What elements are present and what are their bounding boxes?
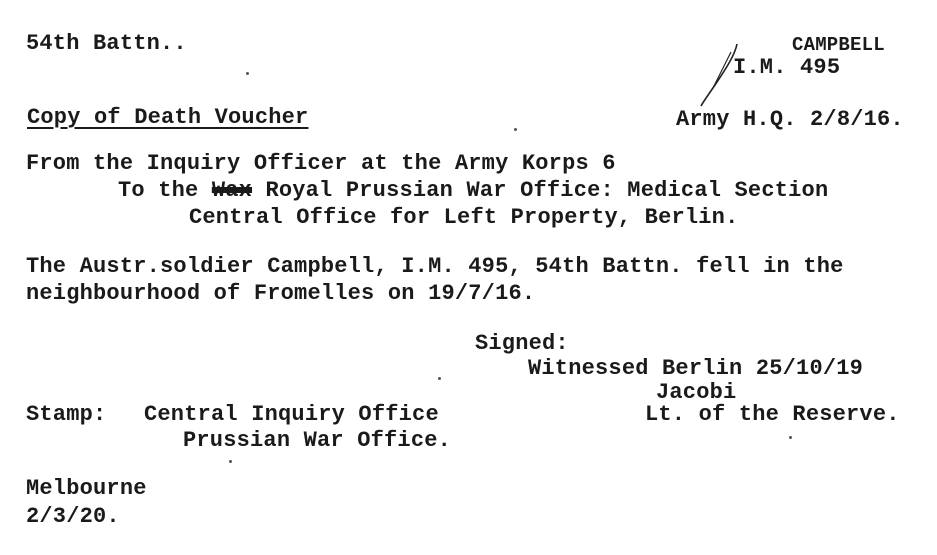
to-line xyxy=(118,180,828,202)
signatory-rank: Lt. of the Reserve. xyxy=(645,402,900,427)
paper-speck xyxy=(229,460,232,463)
service-number: I.M. 495 xyxy=(733,55,841,80)
signatory-name: Jacobi xyxy=(656,380,737,405)
paper-speck xyxy=(514,128,517,131)
paper-speck xyxy=(246,72,249,75)
battalion-heading: 54th Battn.. xyxy=(26,31,187,56)
stamp-line-2: Prussian War Office. xyxy=(183,428,452,453)
from-line: From the Inquiry Officer at the Army Korps 6 xyxy=(26,151,616,176)
witnessed-line: Witnessed Berlin 25/10/19 xyxy=(528,356,864,381)
paper-speck xyxy=(438,377,441,380)
to-recipient: Royal Prussian War Office: Medical Section xyxy=(265,178,829,203)
body-line-1: The Austr.soldier Campbell, I.M. 495, 54th Battn. fell in the xyxy=(26,254,844,279)
stamp-label: Stamp: xyxy=(26,402,107,427)
paper-speck xyxy=(789,436,792,439)
signed-label: Signed: xyxy=(475,331,569,356)
struck-out-word: Wax xyxy=(211,178,253,203)
army-hq-date: Army H.Q. 2/8/16. xyxy=(676,107,904,132)
footer-place: Melbourne xyxy=(26,476,147,501)
central-office-line: Central Office for Left Property, Berlin. xyxy=(189,205,739,230)
footer-date: 2/3/20. xyxy=(26,504,120,529)
pen-stroke-mark xyxy=(695,40,745,110)
document-title: Copy of Death Voucher xyxy=(27,105,309,130)
to-prefix: To the xyxy=(118,178,199,203)
body-line-2: neighbourhood of Fromelles on 19/7/16. xyxy=(26,281,536,306)
surname-stamp: CAMPBELL xyxy=(792,34,885,56)
stamp-line-1: Central Inquiry Office xyxy=(144,402,439,427)
